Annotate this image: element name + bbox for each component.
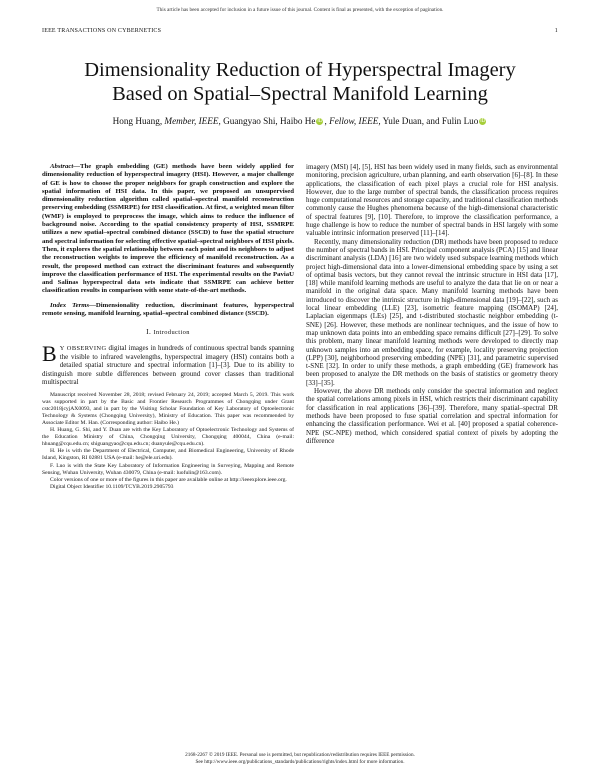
footnotes [42, 392, 294, 491]
body-paragraph: Recently, many dimensionality reduction (DR) methods have been proposed to reduce the number of spectral bands in HSI. Principal component analysis (PCA) [15] and linear discriminant analysis (LDA) [16] are two widely used subspace learning methods which project high-dimensional data into a lower-dimensional embedding space by using a set of optimal basis vectors, but they cannot reveal the intrinsic structure in HSI data [17], [18] while manifold learning methods are useful to analyze the data that lie on or near a manifold in the original data space. Many manifold learning methods have been introduced to discover the intrinsic structure in high-dimensional data [19]–[22], such as local linear embedding (LLE) [23], isometric feature mapping (ISOMAP) [24], Laplacian eigenmaps (LEs) [25], and t-distributed stochastic neighbor embedding (t-SNE) [26]. However, these methods are nonlinear techniques, and the issue of how to map unknown data points into an embedding space remains difficult [27]–[29]. To solve this problem, many linear manifold learning methods were developed to directly map unknown samples into an embedding space, for example, locality preserving projection (LPP) [30], neighborhood preserving embedding (NPE) [31], and parametric supervised t-SNE [32]. In order to unify these methods, a graph embedding (GE) framework has been proposed to analyze the DR methods on the basis of statistics or geometry theory [33]–[35]. [306, 237, 558, 387]
footnote-color: Color versions of one or more of the figures in this paper are available online at http://ieeexplore.ieee.org. [50, 477, 287, 483]
footnote-manuscript: Manuscript received November 28, 2018; revised February 24, 2019; accepted March 5, 2019. This work was supported in part by the Basic and Frontier Research Programmes of Chongqing under Grant cstc2018jcyjAX0093, and in part by the Visiting Scholar Foundation of Key Laboratory of Optoelectronic Technology & Systems (Chongqing University), Ministry of Education. This paper was recommended by Associate Editor M. Han. (Corresponding author: Haibo He.) [42, 392, 294, 426]
page-number: 1 [554, 28, 558, 34]
index-terms [42, 302, 294, 319]
author-1-role: Member, IEEE, [164, 116, 221, 126]
author-1: Hong Huang, [112, 116, 163, 126]
section-heading [42, 328, 294, 337]
orcid-icon[interactable]: iD [317, 118, 323, 124]
title-line-1: Dimensionality Reduction of Hyperspectral Imagery [84, 59, 516, 81]
footnote-affiliation-1: H. Huang, G. Shi, and Y. Duan are with the Key Laboratory of Optoelectronic Technology and Systems of the Education Ministry of China, Chongqing University, Chongqing 400044, China (e-mail: hhuang@cqu.edu.cn; shiguangyao@cqu.edu.cn; duanyule@cqu.edu.cn). [42, 427, 294, 447]
copyright-footer [0, 752, 600, 766]
author-2-role: Fellow, IEEE, [329, 116, 381, 126]
title-line-2: Based on Spatial–Spectral Manifold Learning [112, 83, 488, 105]
permissions-line: See http://www.ieee.org/publications_standards/publications/rights/index.html for more information. [195, 759, 405, 765]
abstract [42, 163, 294, 296]
intro-text: digital images in hundreds of continuous spectral bands spanning the visible to infrared wavelengths, hyperspectral imagery (HSI) contains both a detailed spatial structure and spectral information [1]–[3]. Due to its ability to distinguish more subtle differences between ground cover classes than traditional multispectral [42, 343, 295, 386]
copyright-line: 2168-2267 © 2019 IEEE. Personal use is permitted, but republication/redistribution requires IEEE permission. [185, 752, 415, 758]
intro-smallcaps: Y OBSERVING [59, 344, 107, 352]
running-header [42, 28, 558, 34]
journal-name: IEEE TRANSACTIONS ON CYBERNETICS [42, 28, 162, 34]
left-column [42, 163, 294, 492]
orcid-icon[interactable]: iD [480, 118, 486, 124]
index-terms-text: Dimensionality reduction, discriminant features, hyperspectral remote sensing, manifold learning, spatial–spectral combined distance (SSCD). [42, 301, 294, 318]
section-title: Introduction [153, 329, 190, 337]
body-paragraph: However, the above DR methods only consider the spectral information and neglect the spatial correlations among pixels in HSI, which restricts their discriminant capability for classification in real applications [36]–[39]. Therefore, many spatial–spectral DR methods have been proposed to fuse spatial correlation and spectral information for enhancing the classification performance. Wei et al. [40] proposed a spatial coherence-NPE (SC-NPE) method, which considered spatial context of pixels by adopting the difference [306, 387, 558, 445]
intro-paragraph [42, 340, 295, 386]
abstract-text: The graph embedding (GE) methods have been widely applied for dimensionality reduction of hyperspectral imagery (HSI). However, a major challenge of GE is how to choose the proper neighbors for graph construction and explore the spatial information of HSI data. In this paper, we proposed an unsupervised dimensionality reduction algorithm called spatial–spectral manifold reconstruction preserving embedding (SSMRPE) for HSI classification. At first, a weighted mean filter (WMF) is employed to preprocess the image, which aims to reduce the influence of background noise. According to the spatial consistency property of HSI, SSMRPE utilizes a new spatial–spectral combined distance (SSCD) to fuse the spatial structure and spectral information for selecting effective spatial–spectral neighbors of HSI pixels. Then, it explores the spatial relationship between each point and its neighbors to adjust the reconstruction weights to improve the efficiency of manifold reconstruction. As a result, the proposed method can extract the discriminant features and subsequently improve the classification performance of HSI. The experimental results on the PaviaU and Salinas hyperspectral data sets indicate that SSMRPE can achieve better classification results in comparison with some state-of-the-art methods. [42, 163, 294, 295]
footnote-doi: Digital Object Identifier 10.1109/TCYB.2019.2905793 [50, 484, 174, 491]
paper-title [30, 58, 570, 106]
index-terms-lead: Index Terms— [50, 301, 96, 309]
footnote-affiliation-3: F. Luo is with the State Key Laboratory of Information Engineering in Surveying, Mapping and Remote Sensing, Wuhan University, Wuhan 430079, China (e-mail: luofulin@163.com). [42, 462, 294, 476]
footnote-affiliation-2: H. He is with the Department of Electrical, Computer, and Biomedical Engineering, University of Rhode Island, Kingston, RI 02881 USA (e-mail: he@ele.uri.edu). [42, 448, 294, 462]
drop-cap: B [42, 340, 57, 366]
abstract-lead: Abstract— [50, 163, 81, 170]
author-3: Yule Duan, and Fulin Luo [382, 116, 479, 126]
author-list: Hong Huang, Member, IEEE, Guangyao Shi, Haibo He iD , Fellow, IEEE, Yule Duan, and Fulin Luo iD [112, 116, 486, 126]
right-column [306, 163, 558, 445]
section-number: I. [146, 327, 152, 337]
author-2: Guangyao Shi, Haibo He [223, 116, 316, 126]
acceptance-notice: This article has been accepted for inclusion in a future issue of this journal. Content is final as presented, with the exception of pagination. [156, 7, 444, 13]
body-paragraph: imagery (MSI) [4], [5], HSI has been widely used in many fields, such as environmental monitoring, precision agriculture, urban planning, and earth observation [6]–[8]. In these applications, the classification of each pixel plays a crucial role for HSI analysis. However, due to the large number of spectral bands, the classification process requires huge computational resources and storage capacity, and traditional classification methods commonly cause the Hughes phenomena because of the high-dimensional characteristic of spectral features [9], [10]. Therefore, to improve the classification performance, a huge challenge is how to reduce the number of spectral bands in HSI largely with some valuable intrinsic information preserved [11]–[14]. [306, 163, 558, 238]
